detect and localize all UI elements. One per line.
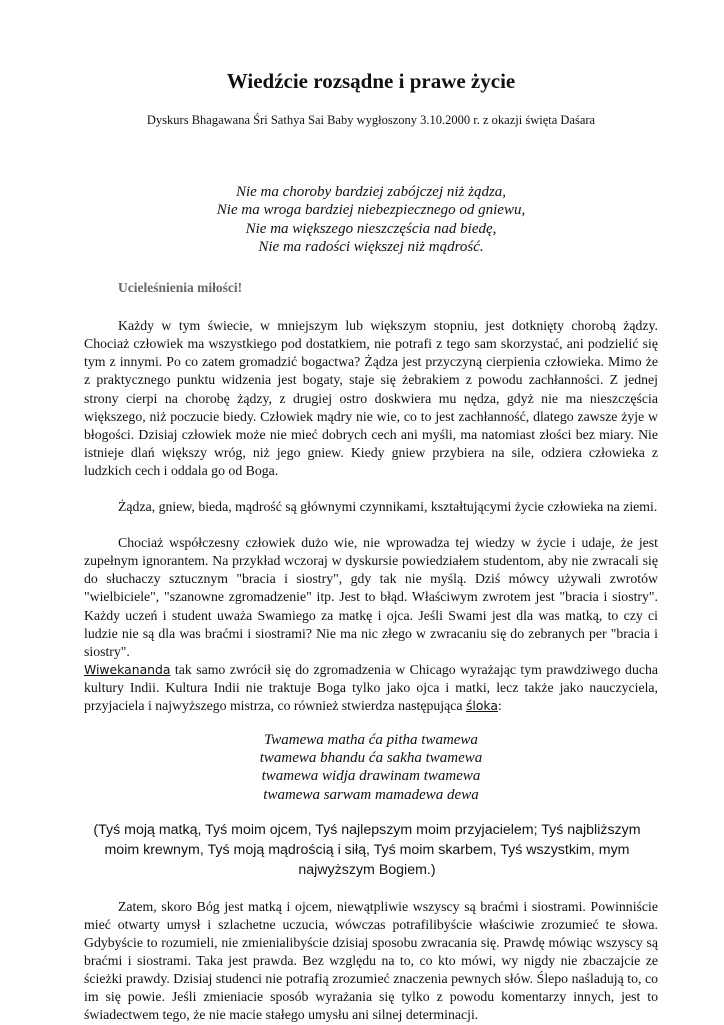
term-link-sloka[interactable]: śloka: [465, 697, 498, 713]
verse-line: Twamewa matha ća pitha twamewa: [264, 732, 478, 749]
section-heading: Ucieleśnienia miłości!: [118, 280, 243, 296]
poem-line: Nie ma wroga bardziej niebezpiecznego od gniewu,: [216, 202, 526, 219]
sanskrit-verse: [84, 731, 658, 804]
paragraph-2: Żądza, gniew, bieda, mądrość są głównymi czynnikami, kształtującymi życie człowieka na ziemi.: [118, 499, 658, 515]
verse-line: twamewa bhandu ća sakha twamewa: [259, 750, 483, 767]
poem-line: Nie ma większego nieszczęścia nad biedę,: [245, 220, 497, 237]
opening-poem: [84, 183, 658, 256]
paragraph-3-text-a: Chociaż współczesny człowiek dużo wie, nie wprowadza tej wiedzy w życie i udaje, że jest zupełnym ignorantem. Na przykład wczoraj w dyskursie powiedziałem studentom, aby nie zwracali się do słuchaczy sztucznym "bracia i siostry", gdy tak nie myślą. Dziś mówcy używali zwrotów "wielbiciele", "szanowne zgromadzenie" itp. Jest to błąd. Właściwym zwrotem jest "bracia i siostry". Każdy uczeń i student uważa Swamiego za matkę i ojca. Jeśli Swami jest dla was matką, to czy ci ludzie nie są dla was braćmi i siostrami? Nie ma nic złego w zwracaniu się do zebranych per "bracia i siostry".: [84, 535, 658, 659]
term-link-wiwekananda[interactable]: Wiwekananda: [84, 661, 171, 677]
document-subtitle: Dyskurs Bhagawana Śri Sathya Sai Baby wygłoszony 3.10.2000 r. z okazji święta Daśara: [146, 113, 596, 127]
paragraph-3-text-b: tak samo zwrócił się do zgromadzenia w Chicago wyrażając tym prawdziwego ducha kultury Indii. Kultura Indii nie traktuje Boga tylko jako ojca i matki, lecz także jako nauczyciela, przyjaciela i najwyższego mistrza, co również stwierdza następująca: [84, 661, 658, 713]
paragraph-4: Zatem, skoro Bóg jest matką i ojcem, niewątpliwie wszyscy są braćmi i siostrami. Powinniście mieć otwarty umysł i szlachetne uczucia, wówczas potrafilibyście właściwie zrozumieć te słowa. Gdybyście to rozumieli, nie zmienialibyście dzisiaj sposobu zwracania się. Prawdę mówiąc wszyscy są braćmi i siostrami. Taka jest prawda. Bez względu na to, co kto mówi, wy nigdy nie zbaczajcie ze ścieżki prawdy. Dzisiaj studenci nie potrafią zrozumieć znaczenia pewnych słów. Ślepo naśladują to, co im się powie. Jeśli zmieniacie sposób wyrażania się tylko z powodu komentarzy innych, jest to świadectwem tego, że nie macie stałego umysłu ani silnej determinacji.: [84, 898, 658, 1023]
verse-translation: (Tyś moją matką, Tyś moim ojcem, Tyś najlepszym moim przyjacielem; Tyś najbliższym moim krewnym, Tyś moją mądrością i siłą, Tyś moim skarbem, Tyś wszystkim, mym najwyższym Bogiem.): [93, 821, 641, 878]
poem-line: Nie ma radości większej niż mądrość.: [258, 238, 484, 255]
verse-line: twamewa sarwam mamadewa dewa: [263, 786, 479, 803]
document-title: Wiedźcie rozsądne i prawe życie: [226, 69, 516, 93]
paragraph-1: Każdy w tym świecie, w mniejszym lub większym stopniu, jest dotknięty chorobą żądzy. Chociaż człowiek ma wszystkiego pod dostatkiem, nie potrafi z tego sam skorzystać, ani podzielić się tym z innymi. Po co zatem gromadzić bogactwa? Żądza jest przyczyną cierpienia człowieka. Mimo że z praktycznego punktu widzenia jest bogaty, staje się żebrakiem z powodu zachłanności. Z jednej strony cierpi na chorobę żądzy, z drugiej ostro doskwiera mu nędza, gdyż nie ma nieszczęścia większego, niż poczucie biedy. Człowiek mądry nie wie, co to jest zachłanność, dlatego zawsze żyje w błogości. Dzisiaj człowiek może nie mieć dobrych cech ani myśli, ma natomiast złości bez miary. Nie istnieje dlań większy wróg, niż jego gniew. Kiedy gniew przybiera na sile, odziera człowieka z ludzkich cech i oddala go od Boga.: [84, 318, 658, 478]
poem-line: Nie ma choroby bardziej zabójczej niż żądza,: [235, 184, 507, 200]
paragraph-3: Chociaż współczesny człowiek dużo wie, nie wprowadza tej wiedzy w życie i udaje, że jest zupełnym ignorantem. Na przykład wczoraj w dyskursie powiedziałem studentom, aby nie zwracali się do słuchaczy sztucznym "bracia i siostry", gdy tak nie myślą. Dziś mówcy używali zwrotów "wielbiciele", "szanowne zgromadzenie" itp. Jest to błąd. Właściwym zwrotem jest "bracia i siostry". Każdy uczeń i student uważa Swamiego za matkę i ojca. Jeśli Swami jest dla was matką, to czy ci ludzie nie są dla was braćmi i siostrami? Nie ma nic złego w zwracaniu się do zebranych per "bracia i siostry". Wiwekananda tak samo zwrócił się do zgromadzenia w Chicago wyrażając tym prawdziwego ducha kultury Indii. Kultura Indii nie traktuje Boga tylko jako ojca i matki, lecz także jako nauczyciela, przyjaciela i najwyższego mistrza, co również stwierdza następująca śloka:: [84, 535, 658, 713]
verse-line: twamewa widja drawinam twamewa: [261, 768, 481, 785]
